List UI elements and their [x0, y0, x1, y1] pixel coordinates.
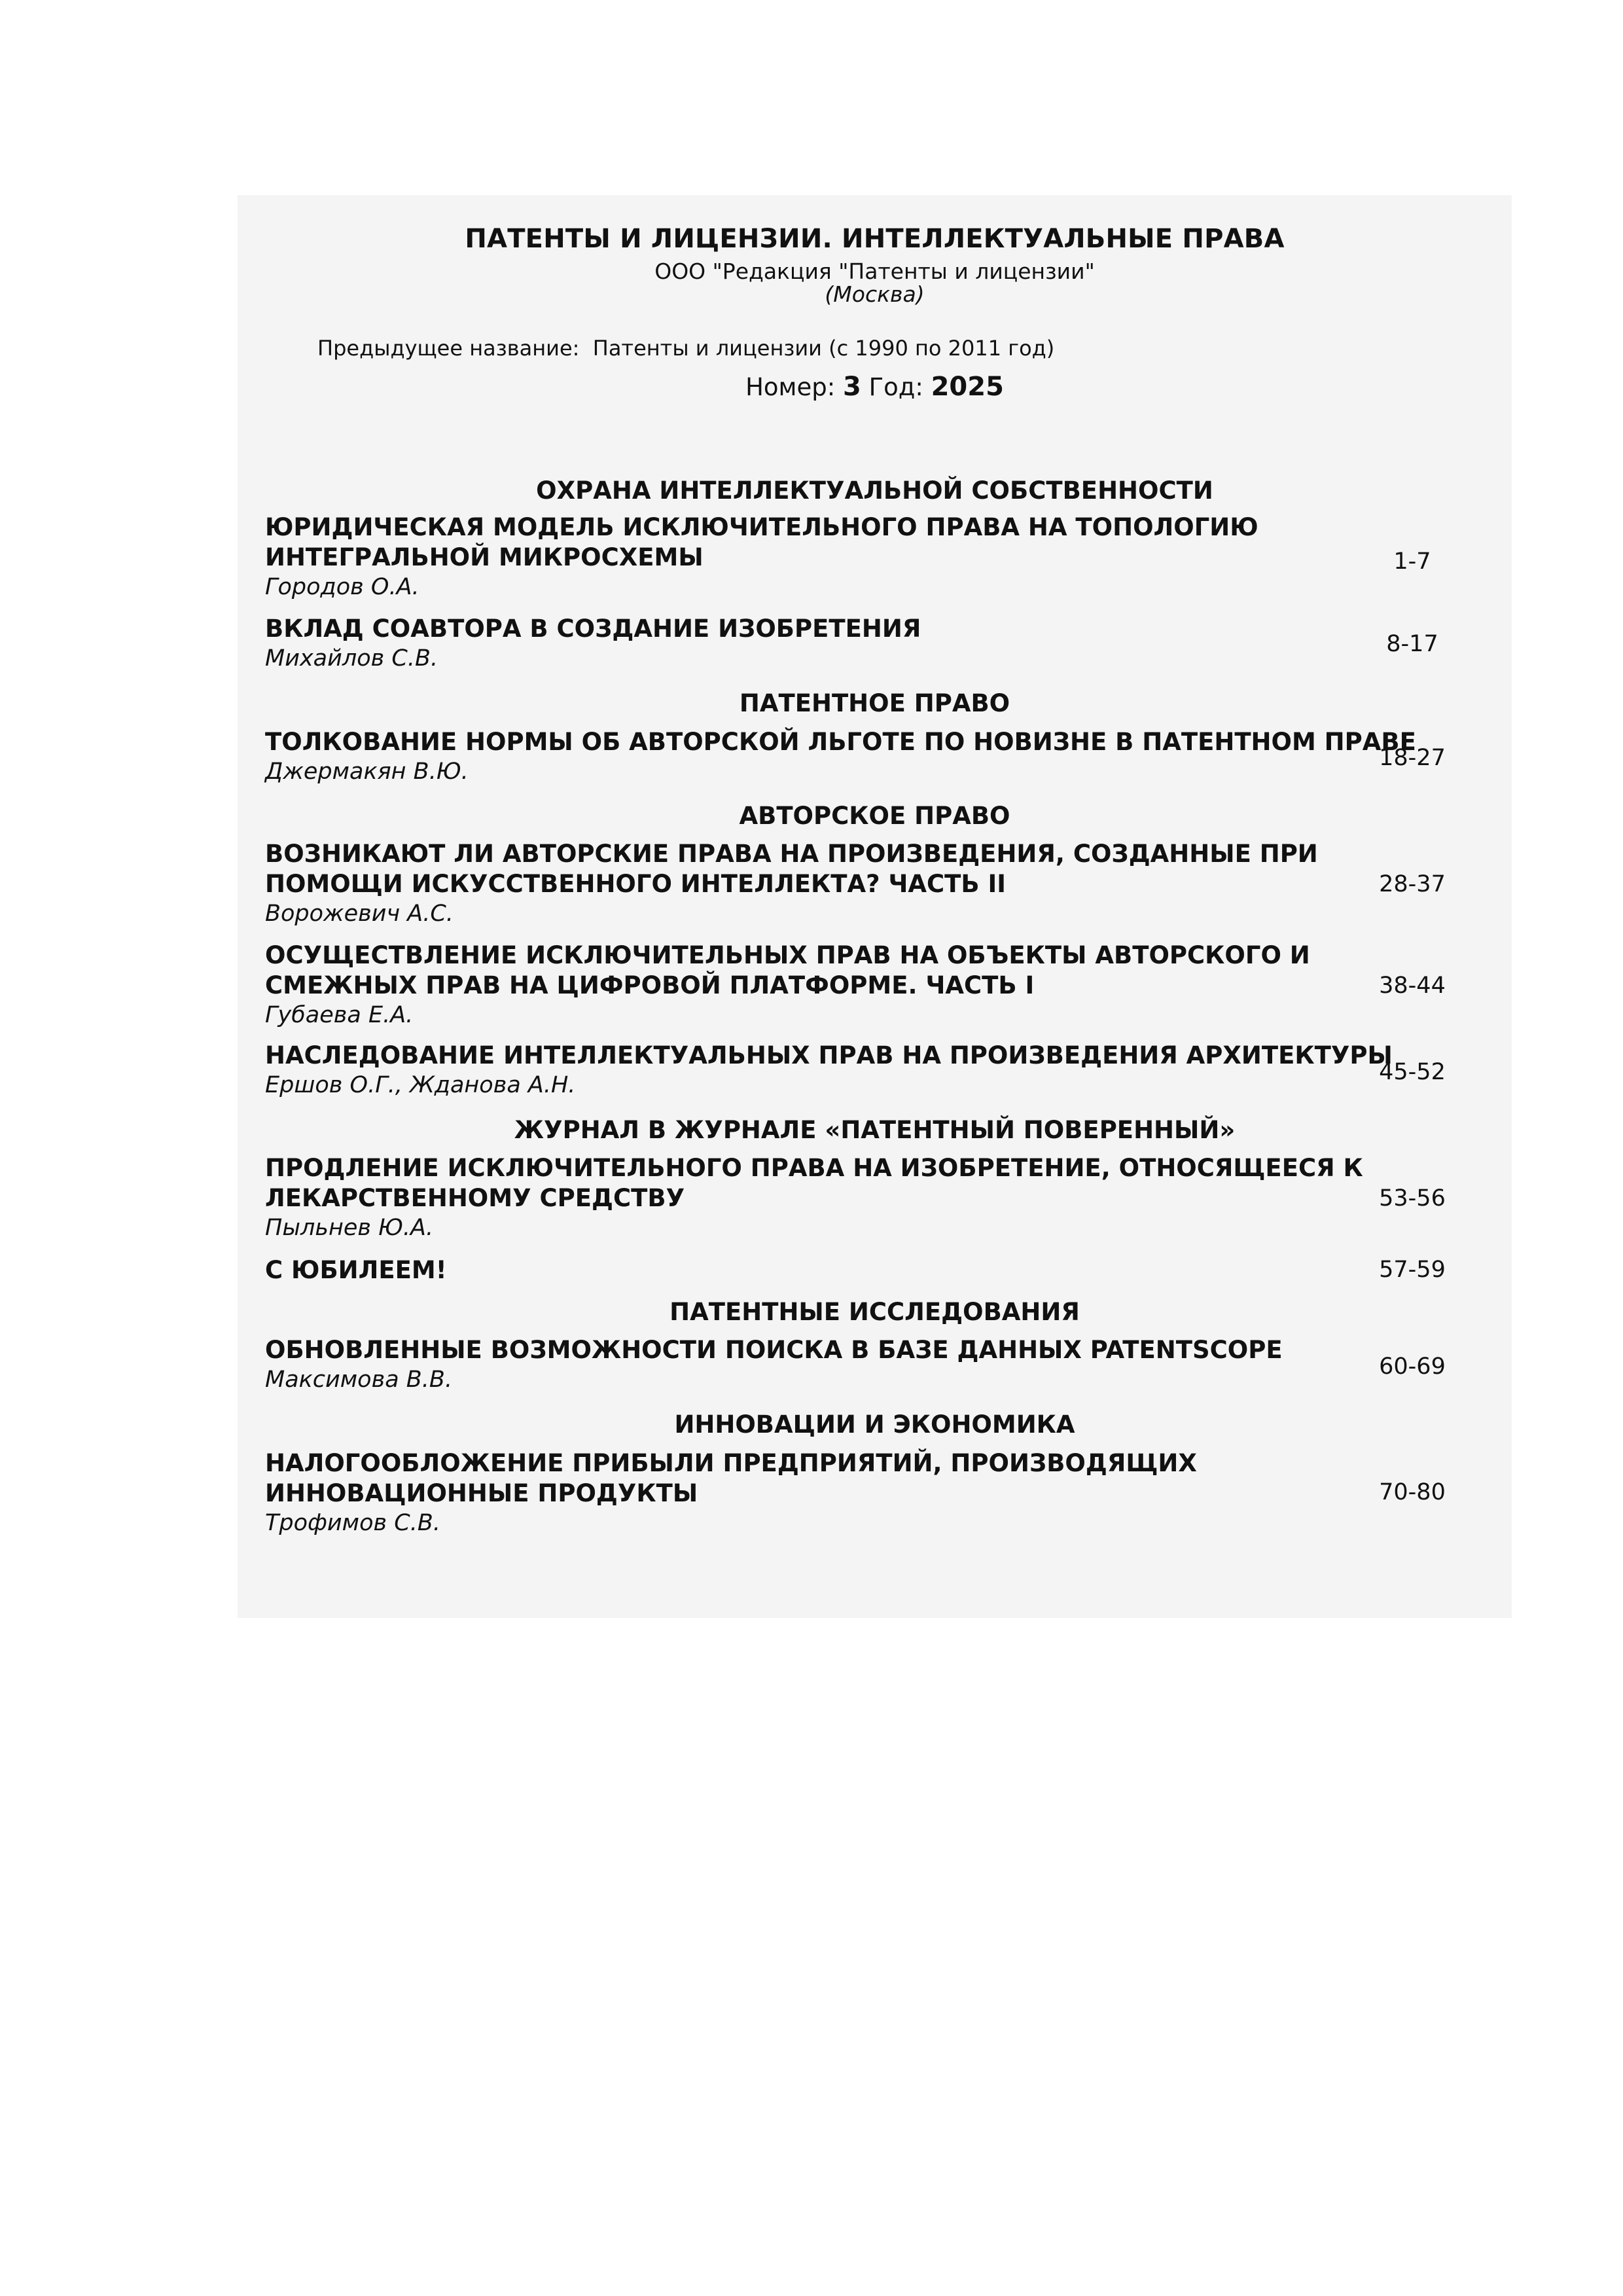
article-title-line: ЛЕКАРСТВЕННОМУ СРЕДСТВУ [265, 1184, 685, 1212]
section-heading: ПАТЕНТНЫЕ ИССЛЕДОВАНИЯ [669, 1298, 1080, 1326]
article-entry[interactable] [265, 1448, 1443, 1537]
article-pages: 28-37 [1379, 871, 1446, 897]
article-entry[interactable] [265, 1153, 1443, 1242]
article-pages: 18-27 [1379, 745, 1446, 771]
section-heading: ЖУРНАЛ В ЖУРНАЛЕ «ПАТЕНТНЫЙ ПОВЕРЕННЫЙ» [514, 1116, 1236, 1144]
article-pages: 1-7 [1393, 548, 1431, 575]
publisher-city: (Москва) [825, 281, 925, 307]
article-entry[interactable] [265, 512, 1443, 601]
article-title-line: С ЮБИЛЕЕМ! [265, 1256, 447, 1284]
article-entry[interactable] [265, 614, 1443, 673]
article-pages: 45-52 [1379, 1059, 1446, 1085]
article-title-line: ИНТЕГРАЛЬНОЙ МИКРОСХЕМЫ [265, 543, 704, 571]
article-title-line: СМЕЖНЫХ ПРАВ НА ЦИФРОВОЙ ПЛАТФОРМЕ. ЧАСТЬ I [265, 971, 1035, 999]
article-title-line: ПОМОЩИ ИСКУССТВЕННОГО ИНТЕЛЛЕКТА? ЧАСТЬ II [265, 870, 1006, 898]
article-title-line: ИННОВАЦИОННЫЕ ПРОДУКТЫ [265, 1479, 698, 1507]
section-heading: ИННОВАЦИИ И ЭКОНОМИКА [674, 1410, 1075, 1439]
article-author: Ершов О.Г., Жданова А.Н. [265, 1072, 576, 1098]
article-entry[interactable] [265, 941, 1443, 1030]
article-entry[interactable] [265, 1255, 1443, 1285]
journal-title: ПАТЕНТЫ И ЛИЦЕНЗИИ. ИНТЕЛЛЕКТУАЛЬНЫЕ ПРАВА [465, 224, 1285, 254]
previous-name-label: Предыдущее название: [317, 336, 580, 361]
article-entry[interactable] [265, 727, 1443, 786]
article-pages: 8-17 [1386, 631, 1438, 657]
article-title-line: ВКЛАД СОАВТОРА В СОЗДАНИЕ ИЗОБРЕТЕНИЯ [265, 615, 921, 643]
article-author: Трофимов С.В. [265, 1510, 440, 1536]
issue-number: 3 [842, 372, 861, 402]
article-title-line: ОСУЩЕСТВЛЕНИЕ ИСКЛЮЧИТЕЛЬНЫХ ПРАВ НА ОБЪЕКТЫ АВТОРСКОГО И [265, 941, 1310, 969]
table-of-contents-panel [238, 195, 1512, 1618]
section-heading: АВТОРСКОЕ ПРАВО [739, 802, 1010, 830]
article-pages: 38-44 [1379, 973, 1446, 999]
article-pages: 60-69 [1379, 1354, 1446, 1380]
year-label: Год: [868, 373, 923, 401]
issue-line [238, 372, 1512, 402]
issue-label: Номер: [745, 373, 836, 401]
article-author: Губаева Е.А. [265, 1002, 414, 1028]
section-heading: ОХРАНА ИНТЕЛЛЕКТУАЛЬНОЙ СОБСТВЕННОСТИ [536, 476, 1213, 505]
article-title-line: НАСЛЕДОВАНИЕ ИНТЕЛЛЕКТУАЛЬНЫХ ПРАВ НА ПРОИЗВЕДЕНИЯ АРХИТЕКТУРЫ [265, 1041, 1393, 1069]
article-title-line: ПРОДЛЕНИЕ ИСКЛЮЧИТЕЛЬНОГО ПРАВА НА ИЗОБРЕТЕНИЕ, ОТНОСЯЩЕЕСЯ К [265, 1154, 1363, 1182]
previous-name-value: Патенты и лицензии (с 1990 по 2011 год) [592, 336, 1055, 361]
article-pages: 53-56 [1379, 1185, 1446, 1211]
article-pages: 70-80 [1379, 1479, 1446, 1505]
article-author: Ворожевич А.С. [265, 901, 454, 927]
previous-name-line [317, 336, 1054, 361]
article-title-line: НАЛОГООБЛОЖЕНИЕ ПРИБЫЛИ ПРЕДПРИЯТИЙ, ПРОИЗВОДЯЩИХ [265, 1449, 1197, 1477]
section-heading: ПАТЕНТНОЕ ПРАВО [739, 689, 1010, 717]
article-author: Пыльнев Ю.А. [265, 1215, 434, 1241]
article-author: Городов О.А. [265, 574, 419, 600]
article-title-line: ЮРИДИЧЕСКАЯ МОДЕЛЬ ИСКЛЮЧИТЕЛЬНОГО ПРАВА НА ТОПОЛОГИЮ [265, 513, 1258, 541]
publisher-name: ООО "Редакция "Патенты и лицензии" [654, 259, 1095, 284]
article-author: Михайлов С.В. [265, 645, 438, 672]
article-title-line: ВОЗНИКАЮТ ЛИ АВТОРСКИЕ ПРАВА НА ПРОИЗВЕДЕНИЯ, СОЗДАННЫЕ ПРИ [265, 840, 1318, 868]
article-author: Максимова В.В. [265, 1367, 453, 1393]
article-title-line: ТОЛКОВАНИЕ НОРМЫ ОБ АВТОРСКОЙ ЛЬГОТЕ ПО НОВИЗНЕ В ПАТЕНТНОМ ПРАВЕ [265, 728, 1416, 756]
article-entry[interactable] [265, 1335, 1443, 1394]
article-title-line: ОБНОВЛЕННЫЕ ВОЗМОЖНОСТИ ПОИСКА В БАЗЕ ДАННЫХ PATENTSCOPE [265, 1336, 1283, 1364]
article-author: Джермакян В.Ю. [265, 759, 469, 785]
issue-year: 2025 [931, 372, 1004, 402]
article-entry[interactable] [265, 1041, 1443, 1100]
article-entry[interactable] [265, 839, 1443, 928]
article-pages: 57-59 [1379, 1257, 1446, 1283]
